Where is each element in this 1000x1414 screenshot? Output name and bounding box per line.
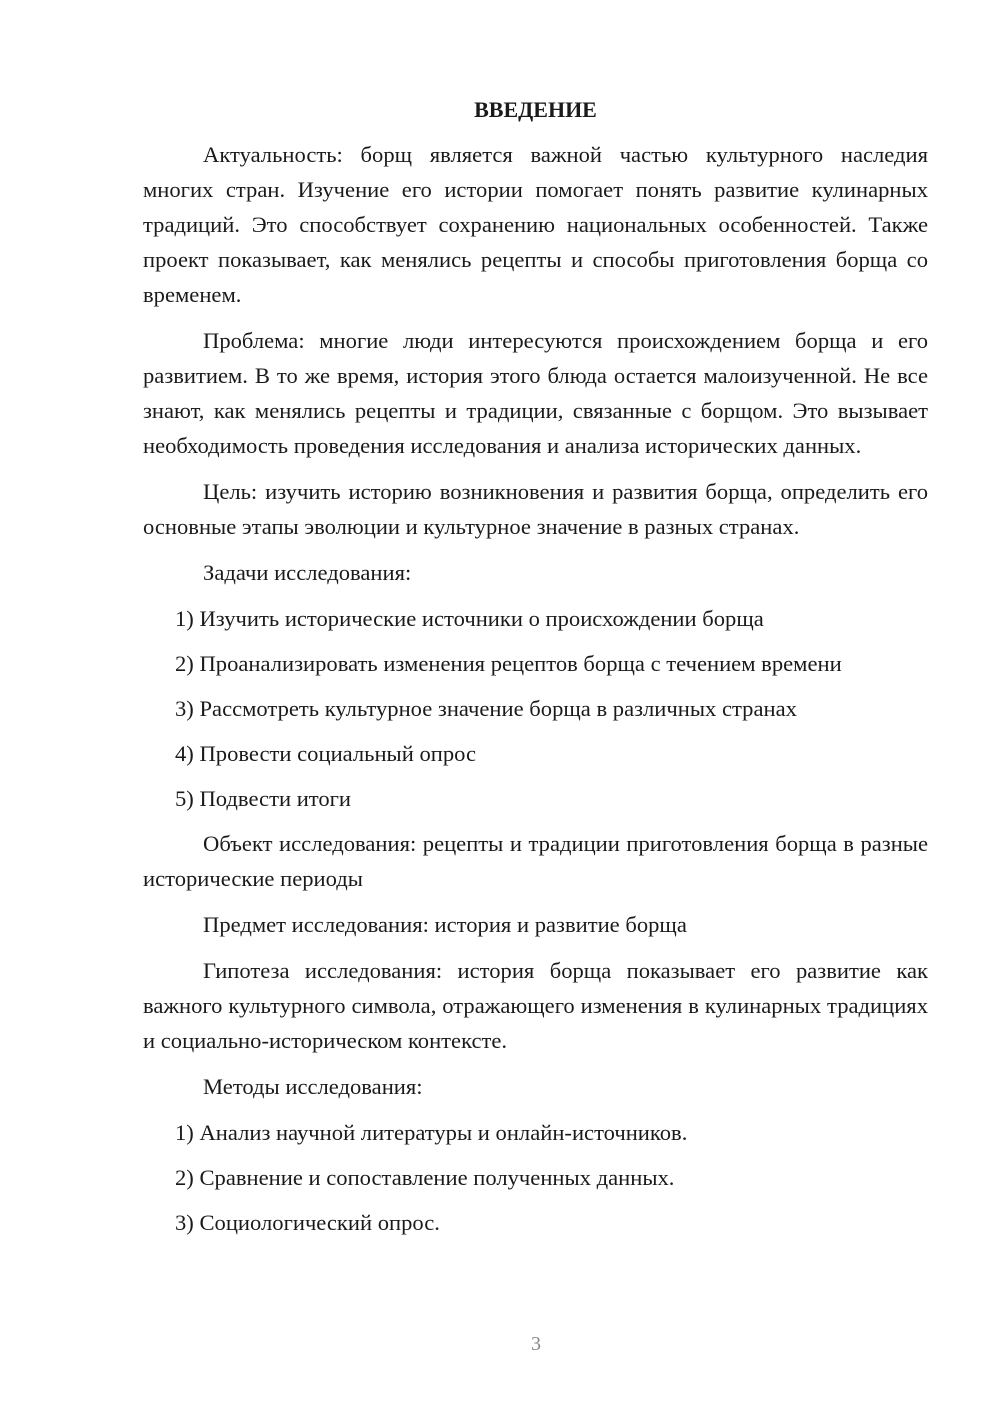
task-item: 2) Проанализировать изменения рецептов борща с течением времени [175,651,842,676]
method-item: 2) Сравнение и сопоставление полученных данных. [175,1165,675,1190]
task-item: 1) Изучить исторические источники о происхождении борща [175,606,764,631]
task-item: 5) Подвести итоги [175,786,352,811]
methods-list [143,1115,928,1240]
section-title: ВВЕДЕНИЕ [474,97,597,122]
method-item: 3) Социологический опрос. [175,1210,440,1235]
page-number: 3 [531,1333,541,1355]
tasks-heading: Задачи исследования: [203,560,412,585]
tasks-list [143,601,928,816]
task-item: 4) Провести социальный опрос [175,741,477,766]
relevance-paragraph: Актуальность: борщ является важной частью культурного наследия многих стран. Изучение его истории помогает понять развитие кулинарных традиций. Это способствует сохранению национальных особенностей. Также проект показывает, как менялись рецепты и способы приготовления борща со временем. [143,142,928,307]
goal-paragraph: Цель: изучить историю возникновения и развития борща, определить его основные этапы эволюции и культурное значение в разных странах. [143,479,928,539]
problem-paragraph: Проблема: многие люди интересуются происхождением борща и его развитием. В то же время, история этого блюда остается малоизученной. Не все знают, как менялись рецепты и традиции, связанные с борщом. Это вызывает необходимость проведения исследования и анализа исторических данных. [143,328,928,458]
object-paragraph: Объект исследования: рецепты и традиции приготовления борща в разные исторические периоды [143,831,928,891]
hypothesis-paragraph: Гипотеза исследования: история борща показывает его развитие как важного культурного символа, отражающего изменения в кулинарных традициях и социально-историческом контексте. [143,958,928,1053]
methods-heading: Методы исследования: [203,1074,423,1099]
method-item: 1) Анализ научной литературы и онлайн-источников. [175,1120,688,1145]
task-item: 3) Рассмотреть культурное значение борща в различных странах [175,696,797,721]
subject-paragraph: Предмет исследования: история и развитие борща [203,912,687,937]
